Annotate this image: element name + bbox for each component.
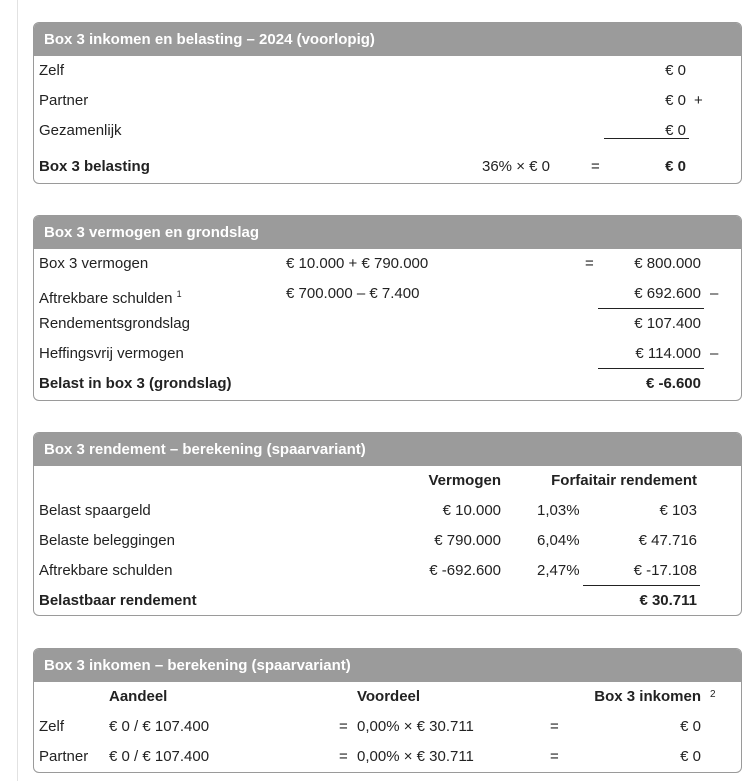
amount-heffingsvrij-vermogen: € 114.000 xyxy=(635,345,701,362)
aandeel-partner: € 0 / € 107.400 xyxy=(109,748,210,765)
footnote-marker: 1 xyxy=(176,289,182,299)
vermogen-aftrekbare-schulden: € -692.600 xyxy=(429,562,501,579)
aandeel-zelf: € 0 / € 107.400 xyxy=(109,718,210,735)
row-label-partner: Partner xyxy=(39,92,89,109)
equals-sign: = xyxy=(585,255,594,272)
total-label-box3-belasting: Box 3 belasting xyxy=(39,158,150,175)
equals-sign: = xyxy=(550,718,559,735)
pct-belaste-beleggingen: 6,04% xyxy=(537,532,580,549)
column-header-voordeel: Voordeel xyxy=(357,688,421,705)
rendement-belaste-beleggingen: € 47.716 xyxy=(638,532,697,549)
row-label-aftrekbare-schulden: Aftrekbare schulden xyxy=(39,562,173,579)
label-text: Aftrekbare schulden xyxy=(39,290,173,307)
equals-sign: = xyxy=(339,718,348,735)
voordeel-zelf: 0,00% × € 30.711 xyxy=(357,718,474,735)
panel-title: Box 3 rendement – berekening (spaarvariant) xyxy=(34,433,741,466)
amount-box3-vermogen: € 800.000 xyxy=(634,255,701,272)
voordeel-partner: 0,00% × € 30.711 xyxy=(357,748,474,765)
row-label-rendementsgrondslag: Rendementsgrondslag xyxy=(39,315,190,332)
operator-minus: – xyxy=(710,285,719,302)
amount-gezamenlijk: € 0 xyxy=(665,122,686,139)
panel-box3-rendement xyxy=(33,432,742,616)
total-amount-belastbaar-rendement: € 30.711 xyxy=(639,592,697,609)
row-label-zelf: Zelf xyxy=(39,718,65,735)
inkomen-zelf: € 0 xyxy=(680,718,701,735)
equals-sign: = xyxy=(339,748,348,765)
vermogen-belaste-beleggingen: € 790.000 xyxy=(434,532,501,549)
rendement-aftrekbare-schulden: € -17.108 xyxy=(633,562,697,579)
amount-rendementsgrondslag: € 107.400 xyxy=(634,315,701,332)
page-left-divider xyxy=(17,0,18,781)
equals-sign: = xyxy=(550,748,559,765)
column-header-aandeel: Aandeel xyxy=(109,688,168,705)
sum-line xyxy=(598,368,704,369)
vermogen-belast-spaargeld: € 10.000 xyxy=(442,502,501,519)
tax-calculation: 36% × € 0 xyxy=(482,158,550,175)
total-amount-grondslag: € -6.600 xyxy=(645,375,701,392)
panel-box3-inkomen xyxy=(33,648,742,773)
footnote-marker: 2 xyxy=(710,689,716,700)
row-label-box3-vermogen: Box 3 vermogen xyxy=(39,255,149,272)
calc-box3-vermogen: € 10.000 + € 790.000 xyxy=(286,255,429,272)
panel-title: Box 3 vermogen en grondslag xyxy=(34,216,741,249)
rendement-belast-spaargeld: € 103 xyxy=(659,502,697,519)
amount-zelf: € 0 xyxy=(665,62,686,79)
column-header-vermogen: Vermogen xyxy=(428,472,501,489)
panel-box3-belasting xyxy=(33,22,742,184)
row-label-belaste-beleggingen: Belaste beleggingen xyxy=(39,532,175,549)
inkomen-partner: € 0 xyxy=(680,748,701,765)
row-label-zelf: Zelf xyxy=(39,62,65,79)
panel-box3-vermogen xyxy=(33,215,742,401)
operator-minus: – xyxy=(710,345,719,362)
total-amount-box3-belasting: € 0 xyxy=(665,158,686,175)
row-label-aftrekbare-schulden xyxy=(39,285,182,308)
amount-partner: € 0 xyxy=(665,92,686,109)
equals-sign: = xyxy=(591,158,600,175)
sum-line xyxy=(598,308,704,309)
panel-title: Box 3 inkomen en belasting – 2024 (voorlopig) xyxy=(34,23,741,56)
calc-aftrekbare-schulden: € 700.000 – € 7.400 xyxy=(286,285,420,302)
row-label-heffingsvrij-vermogen: Heffingsvrij vermogen xyxy=(39,345,184,362)
row-label-belast-spaargeld: Belast spaargeld xyxy=(39,502,151,519)
sum-line xyxy=(583,585,700,586)
column-header-box3-inkomen: Box 3 inkomen xyxy=(594,688,701,705)
total-label-belastbaar-rendement: Belastbaar rendement xyxy=(39,592,197,609)
pct-aftrekbare-schulden: 2,47% xyxy=(537,562,580,579)
row-label-gezamenlijk: Gezamenlijk xyxy=(39,122,122,139)
column-header-forfaitair-rendement: Forfaitair rendement xyxy=(551,472,697,489)
row-label-partner: Partner xyxy=(39,748,89,765)
pct-belast-spaargeld: 1,03% xyxy=(537,502,580,519)
amount-aftrekbare-schulden: € 692.600 xyxy=(634,285,701,302)
operator-plus: + xyxy=(694,92,703,109)
total-label-grondslag: Belast in box 3 (grondslag) xyxy=(39,375,232,392)
panel-title: Box 3 inkomen – berekening (spaarvariant) xyxy=(34,649,741,682)
